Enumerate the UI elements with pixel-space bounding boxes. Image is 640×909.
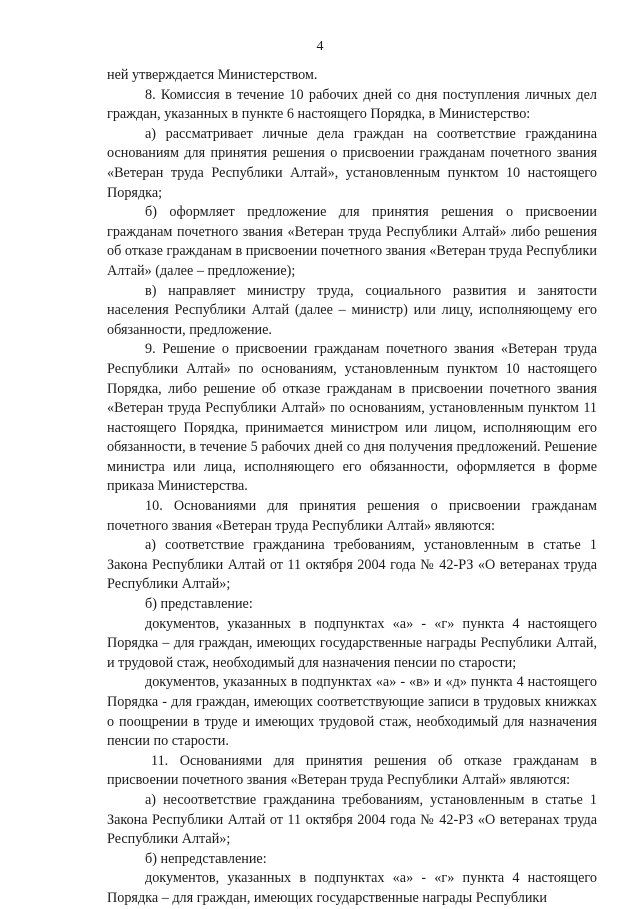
paragraph-10b-docs-1: документов, указанных в подпунктах «а» - «г» пункта 4 настоящего Порядка – для граждан, имеющих государственные награды Республики Алтай, и трудовой стаж, необходимый для назначения пенсии по старости; xyxy=(107,615,597,671)
paragraph-8v: в) направляет министру труда, социального развития и занятости населения Республики Алтай (далее – министр) или лицу, исполняющему его обязанности, предложение. xyxy=(107,282,597,338)
paragraph-8b: б) оформляет предложение для принятия решения о присвоении гражданам почетного звания «Ветеран труда Республики Алтай» либо решения об отказе гражданам в присвоении почетного звания «Ветеран труда Республики Алтай» (далее – предложение); xyxy=(107,204,597,279)
paragraph-item-9: 9. Решение о присвоении гражданам почетного звания «Ветеран труда Республики Алтай» по основаниям, установленным пунктом 10 настоящего Порядка, либо решение об отказе гражданам в присвоении почетного звания «Ветеран труда Республики Алтай» по основаниям, установленным пунктом 11 настоящего Порядка, принимается министром или лицом, исполняющим его обязанности, в течение 5 рабочих дней со дня получения предложений. Решение министра или лица, исполняющего его обязанности, оформляется в форме приказа Министерства. xyxy=(107,341,597,495)
paragraph-item-11: 11. Основаниями для принятия решения об отказе гражданам в присвоении почетного звания «Ветеран труда Республики Алтай» являются: xyxy=(107,752,597,789)
page-number: 4 xyxy=(316,39,324,54)
paragraph-8a: а) рассматривает личные дела граждан на соответствие гражданина основаниям для принятия решения о присвоении гражданам почетного звания «Ветеран труда Республики Алтай», установленным пунктом 10 настоящего Порядка; xyxy=(107,125,597,201)
paragraph-11b: б) непредставление: xyxy=(145,850,267,867)
paragraph-10b: б) представление: xyxy=(145,596,253,613)
paragraph-11a: а) несоответствие гражданина требованиям, установленным в статье 1 Закона Республики Алтай от 11 октября 2004 года № 42-РЗ «О ветеранах труда Республики Алтай»; xyxy=(107,791,597,848)
paragraph-continuation: ней утверждается Министерством. xyxy=(107,67,318,83)
paragraph-item-8: 8. Комиссия в течение 10 рабочих дней со дня поступления личных дел граждан, указанных в пункте 6 настоящего Порядка, в Министерство: xyxy=(107,86,597,123)
paragraph-11b-docs-1: документов, указанных в подпунктах «а» - «г» пункта 4 настоящего Порядка – для граждан, имеющих государственные награды Республики xyxy=(107,870,597,906)
document-body xyxy=(107,66,597,909)
paragraph-10b-docs-2: документов, указанных в подпунктах «а» - «в» и «д» пункта 4 настоящего Порядка - для граждан, имеющих соответствующие записи в трудовых книжках о поощрении в труде и имеющих трудовой стаж, необходимый для назначения пенсии по старости. xyxy=(107,674,597,750)
paragraph-10a: а) соответствие гражданина требованиям, установленным в статье 1 Закона Республики Алтай от 11 октября 2004 года № 42-РЗ «О ветеранах труда Республики Алтай»; xyxy=(107,537,597,593)
paragraph-item-10: 10. Основаниями для принятия решения о присвоении гражданам почетного звания «Ветеран труда Республики Алтай» являются: xyxy=(107,498,597,534)
